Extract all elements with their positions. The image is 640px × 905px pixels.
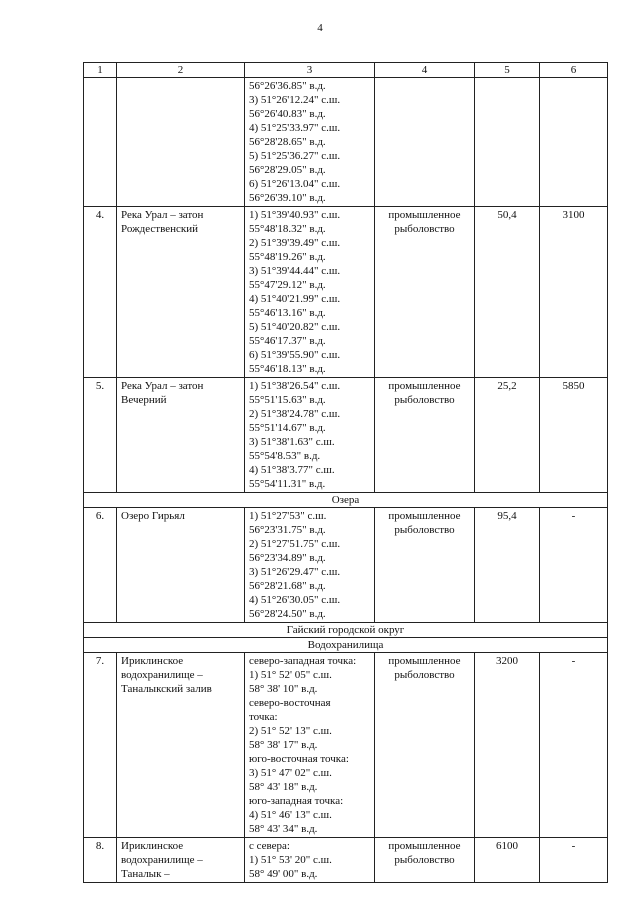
row-number: 4. xyxy=(84,207,117,378)
coordinate-line: северо-восточная xyxy=(249,697,331,709)
area-value: 95,4 xyxy=(475,508,540,623)
coordinates xyxy=(245,838,375,883)
table-header-row xyxy=(84,63,608,78)
coordinate-line: 55°48'19.26" в.д. xyxy=(249,251,326,263)
coordinate-line: 1) 51°38'26.54" с.ш. xyxy=(249,380,341,392)
coordinate-line: 4) 51° 46' 13" с.ш. xyxy=(249,809,332,821)
coordinate-line: 1) 51°27'53" с.ш. xyxy=(249,510,327,522)
area-value: 50,4 xyxy=(475,207,540,378)
purpose-line: промышленное xyxy=(388,380,461,392)
water-body-name xyxy=(117,838,245,883)
header-cell: 6 xyxy=(540,63,608,78)
coordinate-line: 2) 51°39'39.49" с.ш. xyxy=(249,237,341,249)
water-body-name xyxy=(117,78,245,207)
purpose-line: рыболовство xyxy=(394,854,455,866)
purpose-line: рыболовство xyxy=(394,669,455,681)
coordinates xyxy=(245,653,375,838)
table-row xyxy=(84,207,608,378)
purpose-line: рыболовство xyxy=(394,394,455,406)
name-line: Река Урал – затон xyxy=(121,380,204,392)
purpose-line: промышленное xyxy=(388,510,461,522)
name-line: Озеро Гирьял xyxy=(121,510,185,522)
coordinate-line: 56°26'39.10" в.д. xyxy=(249,192,326,204)
coordinate-line: 56°23'34.89" в.д. xyxy=(249,552,326,564)
section-title: Водохранилища xyxy=(84,638,608,653)
area-value: 6100 xyxy=(475,838,540,883)
coordinate-line: 6) 51°39'55.90" с.ш. xyxy=(249,349,341,361)
coordinate-line: 5) 51°40'20.82" с.ш. xyxy=(249,321,341,333)
coordinate-line: юго-восточная точка: xyxy=(249,753,349,765)
section-row xyxy=(84,493,608,508)
section-row xyxy=(84,638,608,653)
coordinate-line: 58° 43' 34" в.д. xyxy=(249,823,318,835)
coordinate-line: северо-западная точка: xyxy=(249,655,357,667)
purpose-line: промышленное xyxy=(388,655,461,667)
row-number: 7. xyxy=(84,653,117,838)
section-title: Озера xyxy=(84,493,608,508)
water-body-name xyxy=(117,207,245,378)
purpose-line: рыболовство xyxy=(394,223,455,235)
page-number: 4 xyxy=(317,22,323,34)
name-line: Ириклинское xyxy=(121,655,184,667)
name-line: Таналык – xyxy=(121,868,170,880)
section-title: Гайский городской округ xyxy=(84,623,608,638)
coordinate-line: точка: xyxy=(249,711,278,723)
coordinate-line: 6) 51°26'13.04" с.ш. xyxy=(249,178,341,190)
row-number: 5. xyxy=(84,378,117,493)
table-row xyxy=(84,508,608,623)
coordinate-line: 55°46'18.13" в.д. xyxy=(249,363,326,375)
purpose xyxy=(375,838,475,883)
coordinate-line: 55°46'17.37" в.д. xyxy=(249,335,326,347)
purpose xyxy=(375,78,475,207)
name-line: водохранилище – xyxy=(121,669,203,681)
coordinate-line: 2) 51°27'51.75" с.ш. xyxy=(249,538,341,550)
coordinate-line: 56°28'29.05" в.д. xyxy=(249,164,326,176)
header-cell: 4 xyxy=(375,63,475,78)
coordinate-line: 4) 51°38'3.77" с.ш. xyxy=(249,464,335,476)
table-row xyxy=(84,838,608,883)
coordinate-line: 2) 51°38'24.78" с.ш. xyxy=(249,408,341,420)
coordinate-line: 56°28'24.50" в.д. xyxy=(249,608,326,620)
purpose-line: промышленное xyxy=(388,209,461,221)
water-body-name xyxy=(117,378,245,493)
purpose xyxy=(375,378,475,493)
header-cell: 5 xyxy=(475,63,540,78)
catch-value: - xyxy=(540,653,608,838)
header-cell: 1 xyxy=(84,63,117,78)
coordinate-line: 55°51'15.63" в.д. xyxy=(249,394,326,406)
catch-value xyxy=(540,78,608,207)
coordinate-line: 3) 51° 47' 02" с.ш. xyxy=(249,767,332,779)
name-line: водохранилище – xyxy=(121,854,203,866)
coordinates xyxy=(245,378,375,493)
coordinate-line: 3) 51°26'29.47" с.ш. xyxy=(249,566,341,578)
name-line: Вечерний xyxy=(121,394,167,406)
coordinate-line: 56°28'21.68" в.д. xyxy=(249,580,326,592)
coordinate-line: 4) 51°25'33.97" с.ш. xyxy=(249,122,341,134)
water-body-name xyxy=(117,508,245,623)
coordinate-line: юго-западная точка: xyxy=(249,795,344,807)
coordinate-line: 4) 51°40'21.99" с.ш. xyxy=(249,293,341,305)
catch-value: 3100 xyxy=(540,207,608,378)
coordinate-line: 2) 51° 52' 13" с.ш. xyxy=(249,725,332,737)
name-line: Река Урал – затон xyxy=(121,209,204,221)
coordinate-line: 55°51'14.67" в.д. xyxy=(249,422,326,434)
coordinate-line: 55°48'18.32" в.д. xyxy=(249,223,326,235)
fishing-sites-table xyxy=(83,62,608,883)
purpose xyxy=(375,508,475,623)
row-number: 6. xyxy=(84,508,117,623)
coordinate-line: 5) 51°25'36.27" с.ш. xyxy=(249,150,341,162)
catch-value: - xyxy=(540,838,608,883)
purpose xyxy=(375,653,475,838)
coordinate-line: с севера: xyxy=(249,840,290,852)
coordinate-line: 55°54'8.53" в.д. xyxy=(249,450,321,462)
coordinates xyxy=(245,508,375,623)
catch-value: - xyxy=(540,508,608,623)
name-line: Рождественский xyxy=(121,223,199,235)
coordinates xyxy=(245,207,375,378)
coordinate-line: 56°23'31.75" в.д. xyxy=(249,524,326,536)
coordinates xyxy=(245,78,375,207)
area-value xyxy=(475,78,540,207)
coordinate-line: 1) 51° 53' 20" с.ш. xyxy=(249,854,332,866)
water-body-name xyxy=(117,653,245,838)
coordinate-line: 55°54'11.31" в.д. xyxy=(249,478,326,490)
coordinate-line: 55°47'29.12" в.д. xyxy=(249,279,326,291)
coordinate-line: 3) 51°39'44.44" с.ш. xyxy=(249,265,341,277)
section-row xyxy=(84,623,608,638)
table-row xyxy=(84,653,608,838)
row-number: 8. xyxy=(84,838,117,883)
catch-value: 5850 xyxy=(540,378,608,493)
table-row xyxy=(84,78,608,207)
coordinate-line: 55°46'13.16" в.д. xyxy=(249,307,326,319)
coordinate-line: 58° 43' 18" в.д. xyxy=(249,781,318,793)
name-line: Ириклинское xyxy=(121,840,184,852)
area-value: 3200 xyxy=(475,653,540,838)
purpose-line: рыболовство xyxy=(394,524,455,536)
row-number xyxy=(84,78,117,207)
coordinate-line: 58° 49' 00" в.д. xyxy=(249,868,318,880)
area-value: 25,2 xyxy=(475,378,540,493)
coordinate-line: 4) 51°26'30.05" с.ш. xyxy=(249,594,341,606)
coordinate-line: 1) 51° 52' 05" с.ш. xyxy=(249,669,332,681)
header-cell: 3 xyxy=(245,63,375,78)
table-row xyxy=(84,378,608,493)
coordinate-line: 1) 51°39'40.93" с.ш. xyxy=(249,209,341,221)
purpose-line: промышленное xyxy=(388,840,461,852)
coordinate-line: 3) 51°38'1.63" с.ш. xyxy=(249,436,335,448)
coordinate-line: 56°26'40.83" в.д. xyxy=(249,108,326,120)
coordinate-line: 56°28'28.65" в.д. xyxy=(249,136,326,148)
coordinate-line: 56°26'36.85" в.д. xyxy=(249,80,326,92)
coordinate-line: 58° 38' 17" в.д. xyxy=(249,739,318,751)
header-cell: 2 xyxy=(117,63,245,78)
name-line: Таналыкский залив xyxy=(121,683,212,695)
coordinate-line: 3) 51°26'12.24" с.ш. xyxy=(249,94,341,106)
coordinate-line: 58° 38' 10" в.д. xyxy=(249,683,318,695)
purpose xyxy=(375,207,475,378)
